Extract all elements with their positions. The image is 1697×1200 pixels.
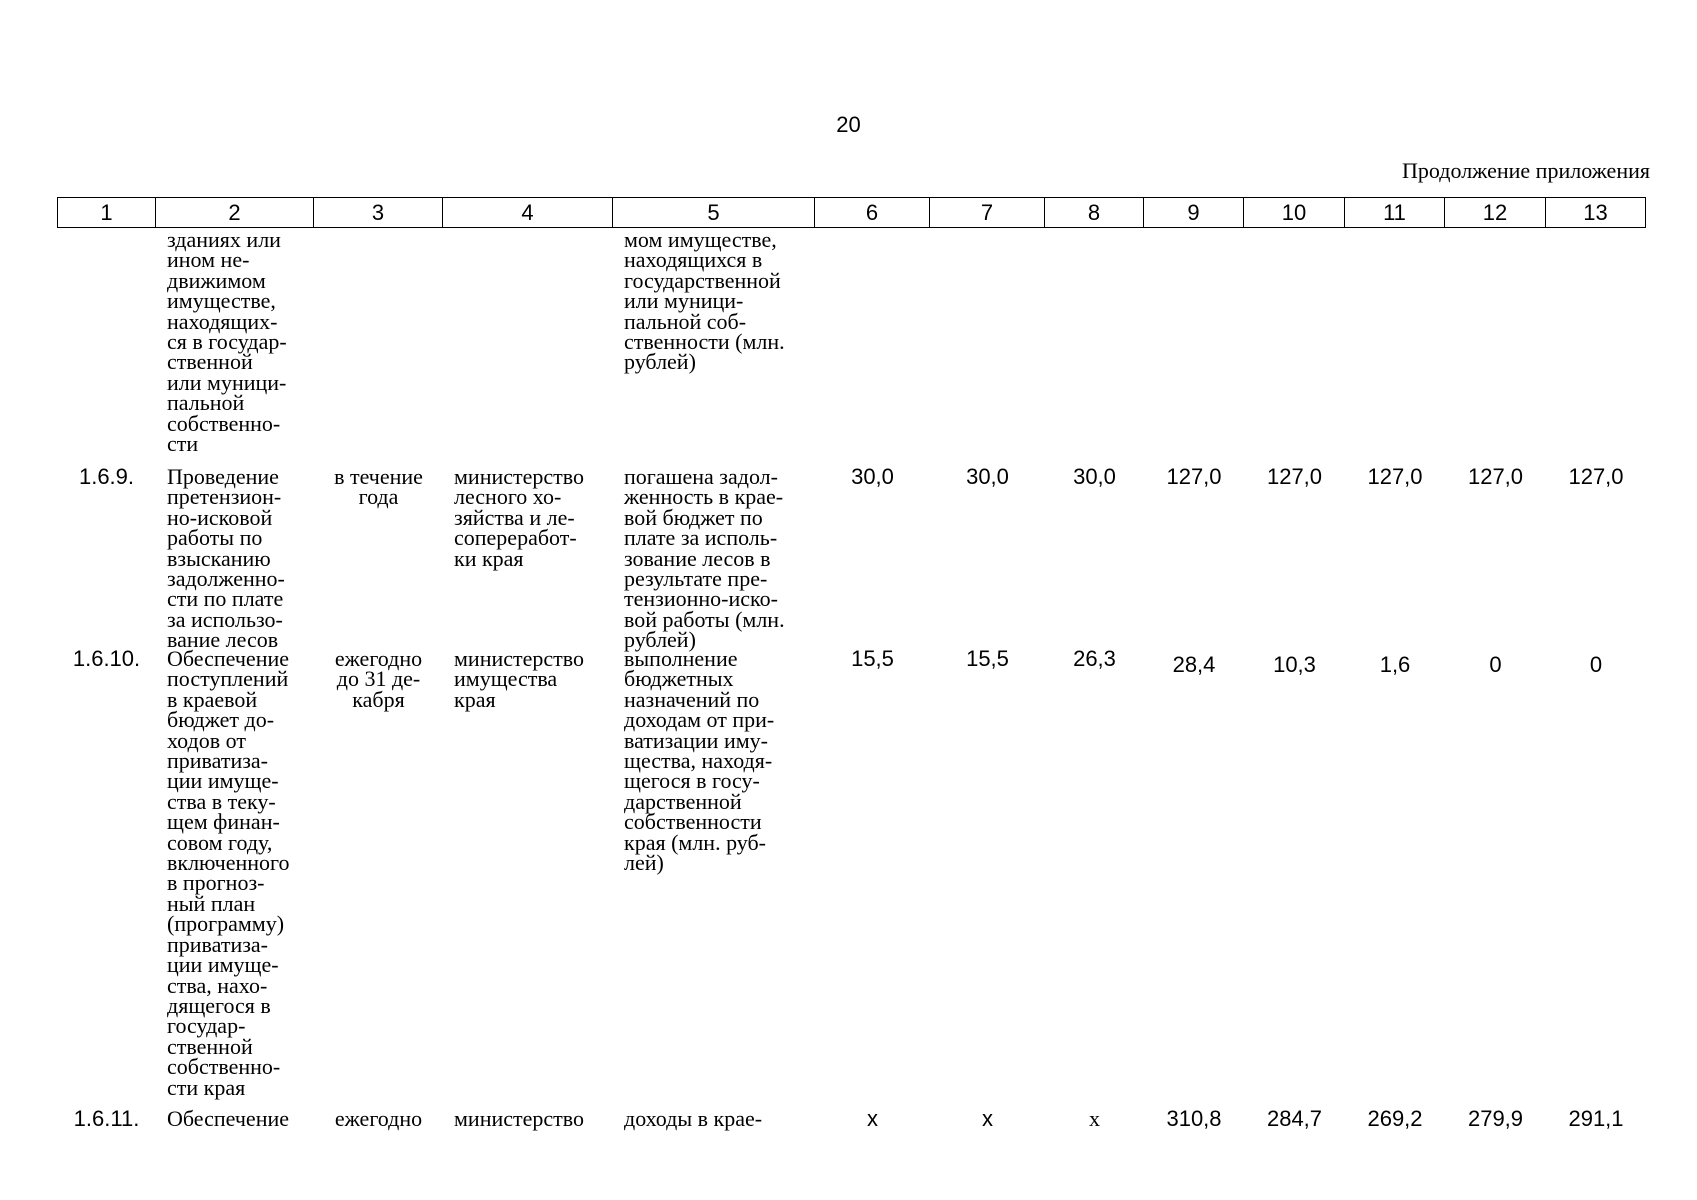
- cell-line: погашена задол-: [624, 464, 778, 489]
- cell-line: назначений по: [624, 686, 760, 712]
- cell-line: сопереработ-: [454, 525, 577, 551]
- cell-line: взысканию: [167, 545, 271, 571]
- row-value: 0: [1589, 652, 1603, 677]
- row-indicator: [613, 1104, 815, 1164]
- cell-line: тензионно-иско-: [624, 586, 778, 612]
- header-cell: 5: [613, 197, 815, 228]
- row-value: 269,2: [1367, 1106, 1423, 1131]
- cell-line: доходы в крае-: [624, 1106, 763, 1131]
- cell-line: ся в государ-: [167, 329, 287, 355]
- row-value: 30,0: [966, 464, 1009, 489]
- cell-line: пальной: [167, 390, 245, 416]
- cell-line: рублей): [624, 627, 696, 653]
- cell-line: в прогноз-: [167, 870, 265, 896]
- row-executor: [443, 228, 613, 462]
- row-indicator: [613, 228, 815, 462]
- cell-line: ции имуще-: [167, 768, 279, 794]
- row-executor: [443, 646, 613, 1104]
- cell-line: ции имуще-: [167, 952, 279, 978]
- cell-line: дящегося в: [167, 992, 271, 1018]
- row-value: [1345, 228, 1445, 462]
- row-value: [1244, 228, 1345, 462]
- cell-line: поступлений: [167, 666, 289, 692]
- cell-line: имущества: [454, 666, 558, 692]
- cell-line: ства, нахо-: [167, 972, 268, 998]
- row-value: 291,1: [1568, 1106, 1624, 1131]
- row-value: 10,3: [1273, 652, 1316, 677]
- cell-line: государственной: [624, 267, 781, 293]
- cell-line: результате пре-: [624, 566, 768, 592]
- header-cell: 13: [1546, 197, 1646, 228]
- row-value: 1,6: [1379, 652, 1411, 677]
- cell-line: края: [454, 686, 496, 712]
- header-cell: 4: [443, 197, 613, 228]
- cell-line: в течение: [334, 464, 423, 489]
- row-name: [156, 462, 314, 653]
- cell-line: сти: [167, 431, 199, 457]
- cell-line: лесного хо-: [454, 484, 562, 510]
- cell-line: зование лесов в: [624, 545, 771, 571]
- cell-line: вой работы (млн.: [624, 606, 785, 632]
- cell-line: доходам от при-: [624, 707, 775, 733]
- cell-line: имуществе,: [167, 288, 276, 314]
- cell-line: ственной: [167, 1033, 253, 1059]
- cell-line: щем финан-: [167, 809, 280, 835]
- cell-line: собственности: [624, 809, 762, 835]
- cell-line: вание лесов: [167, 627, 279, 653]
- cell-line: ежегодно: [334, 646, 423, 671]
- cell-line: до 31 де-: [336, 666, 421, 692]
- header-cell: 12: [1445, 197, 1546, 228]
- cell-line: мом имуществе,: [624, 227, 777, 252]
- cell-line: собственно-: [167, 1054, 281, 1080]
- cell-line: приватиза-: [167, 931, 269, 957]
- cell-line: за использо-: [167, 606, 283, 632]
- cell-line: лей): [624, 850, 664, 876]
- cell-line: щества, находя-: [624, 748, 773, 774]
- row-value: [1045, 228, 1144, 462]
- row-value: 15,5: [851, 646, 894, 671]
- cell-line: задолженно-: [167, 566, 285, 592]
- cell-line: совом году,: [167, 829, 273, 855]
- header-cell: 9: [1144, 197, 1244, 228]
- cell-line: собственно-: [167, 410, 281, 436]
- cell-line: сти края: [167, 1074, 246, 1100]
- cell-line: выполнение: [624, 646, 738, 671]
- row-indicator: [613, 646, 815, 1104]
- cell-line: или муници-: [167, 369, 287, 395]
- cell-line: женность в крае-: [624, 484, 784, 510]
- row-value: 127,0: [1467, 464, 1524, 489]
- header-cell: 2: [156, 197, 314, 228]
- cell-line: вой бюджет по: [624, 504, 763, 530]
- cell-line: (программу): [167, 911, 285, 937]
- cell-line: находящих-: [167, 308, 278, 334]
- cell-line: ственности (млн.: [624, 329, 785, 355]
- row-value: [1445, 228, 1546, 462]
- row-period: [314, 646, 443, 1104]
- header-cell: 10: [1244, 197, 1345, 228]
- cell-line: включенного: [167, 850, 290, 876]
- header-cell: 8: [1045, 197, 1144, 228]
- cell-line: пальной соб-: [624, 308, 747, 334]
- header-cell: 3: [314, 197, 443, 228]
- row-value: х: [1089, 1106, 1100, 1131]
- row-value: 310,8: [1166, 1106, 1222, 1131]
- cell-line: края (млн. руб-: [624, 829, 767, 855]
- cell-line: Проведение: [167, 464, 279, 489]
- row-value: 127,0: [1367, 464, 1423, 489]
- header-cell: 7: [930, 197, 1045, 228]
- cell-line: министерство: [454, 1106, 585, 1131]
- cell-line: министерство: [454, 646, 585, 671]
- row-value: [815, 228, 930, 462]
- row-executor: [443, 462, 613, 649]
- appendix-table: [57, 197, 1646, 1164]
- cell-line: ходов от: [167, 727, 246, 753]
- cell-line: ки края: [454, 545, 524, 571]
- cell-line: государ-: [167, 1013, 246, 1039]
- row-value: 127,0: [1166, 464, 1222, 489]
- cell-line: приватиза-: [167, 748, 269, 774]
- cell-line: но-исковой: [167, 504, 273, 530]
- row-code: 1.6.9.: [78, 464, 135, 489]
- row-value: 127,0: [1568, 464, 1624, 489]
- row-value: [930, 228, 1045, 462]
- cell-line: зяйства и ле-: [454, 504, 575, 530]
- cell-line: года: [358, 484, 399, 510]
- cell-line: министерство: [454, 464, 585, 489]
- cell-line: движимом: [167, 267, 266, 293]
- row-name: [156, 1104, 314, 1164]
- header-cell: 11: [1345, 197, 1445, 228]
- cell-line: находящихся в: [624, 247, 763, 273]
- row-name: [156, 646, 314, 1104]
- cell-line: ежегодно: [334, 1106, 423, 1131]
- cell-line: рублей): [624, 349, 696, 375]
- row-name: [156, 228, 314, 462]
- page-number: 20: [836, 112, 861, 137]
- row-period: [314, 1104, 443, 1164]
- cell-line: кабря: [352, 686, 405, 712]
- row-value: 0: [1489, 652, 1502, 677]
- cell-line: Обеспечение: [167, 1106, 289, 1131]
- row-code: 1.6.10.: [72, 646, 141, 671]
- row-value: 30,0: [851, 464, 894, 489]
- row-value: 30,0: [1073, 464, 1116, 489]
- cell-line: бюджетных: [624, 666, 734, 692]
- row-executor: [443, 1104, 613, 1164]
- continuation-label: Продолжение приложения: [1402, 158, 1650, 183]
- row-value: 127,0: [1266, 464, 1323, 489]
- header-cell: 6: [815, 197, 930, 228]
- row-value: 284,7: [1266, 1106, 1323, 1131]
- row-value: 15,5: [966, 646, 1009, 671]
- row-value: [1546, 228, 1646, 462]
- cell-line: ства в теку-: [167, 788, 276, 814]
- header-cell: 1: [57, 197, 156, 228]
- cell-line: ином не-: [167, 247, 250, 273]
- cell-line: щегося в госу-: [624, 768, 760, 794]
- cell-line: работы по: [167, 525, 263, 551]
- row-value: [1144, 228, 1244, 462]
- cell-line: ный план: [167, 890, 256, 916]
- cell-line: ственной: [167, 349, 253, 375]
- row-code: [57, 228, 156, 462]
- cell-line: зданиях или: [167, 227, 281, 252]
- row-value: х: [867, 1106, 878, 1131]
- cell-line: сти по плате: [167, 586, 284, 612]
- cell-line: дарственной: [624, 788, 742, 814]
- cell-line: бюджет до-: [167, 707, 275, 733]
- row-value: 279,9: [1467, 1106, 1524, 1131]
- row-period: [314, 462, 443, 649]
- row-value: 28,4: [1172, 652, 1216, 677]
- row-value: 26,3: [1073, 646, 1116, 671]
- row-indicator: [613, 462, 815, 653]
- row-period: [314, 228, 443, 462]
- cell-line: Обеспечение: [167, 646, 289, 671]
- cell-line: или муници-: [624, 288, 744, 314]
- row-value: х: [982, 1106, 993, 1131]
- cell-line: ватизации иму-: [624, 727, 768, 753]
- row-code: 1.6.11.: [73, 1106, 140, 1131]
- cell-line: в краевой: [167, 686, 258, 712]
- cell-line: претензион-: [167, 484, 282, 510]
- cell-line: плате за исполь-: [624, 525, 778, 551]
